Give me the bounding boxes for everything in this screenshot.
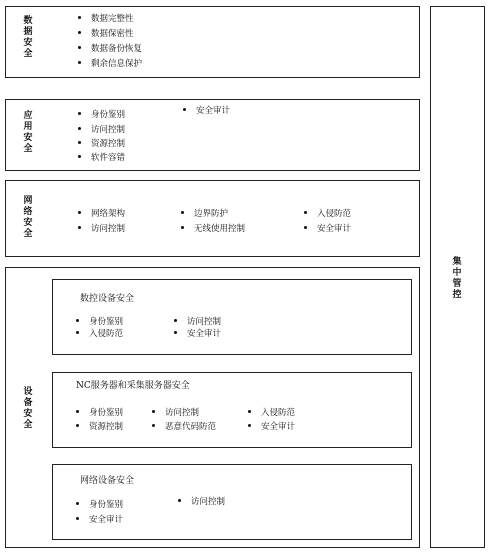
bullet-icon: [76, 502, 79, 505]
list-item: 安全审计: [76, 515, 123, 525]
data-security-label: 数 据 安 全: [23, 16, 33, 59]
bullet-icon: [78, 112, 81, 115]
bullet-icon: [248, 424, 251, 427]
bullet-icon: [174, 319, 177, 322]
network-security-label: 网 络 安 全: [23, 196, 33, 239]
bullet-icon: [76, 424, 79, 427]
bullet-icon: [78, 46, 81, 49]
list-item: 安全审计: [183, 106, 230, 116]
list-item: 入侵防范: [76, 329, 123, 339]
device-security-label: 设 备 安 全: [23, 387, 33, 430]
list-item: 访问控制: [174, 317, 221, 327]
bullet-icon: [78, 141, 81, 144]
bullet-icon: [183, 108, 186, 111]
list-item: 身份鉴别: [78, 110, 125, 120]
list-item: 访问控制: [78, 224, 125, 234]
bullet-icon: [76, 331, 79, 334]
bullet-icon: [78, 31, 81, 34]
data-security-box: [5, 6, 420, 78]
bullet-icon: [78, 211, 81, 214]
bullet-icon: [78, 127, 81, 130]
list-item: 入侵防范: [304, 209, 351, 219]
nc-server-security-title: NC服务器和采集服务器安全: [76, 381, 190, 391]
list-item: 访问控制: [178, 497, 225, 507]
bullet-icon: [78, 16, 81, 19]
bullet-icon: [304, 226, 307, 229]
list-item: 数据备份恢复: [78, 44, 142, 54]
bullet-icon: [152, 424, 155, 427]
list-item: 访问控制: [78, 125, 125, 135]
list-item: 资源控制: [76, 422, 123, 432]
bullet-icon: [152, 410, 155, 413]
nc-device-security-title: 数控设备安全: [80, 294, 135, 304]
list-item: 安全审计: [174, 329, 221, 339]
bullet-icon: [248, 410, 251, 413]
bullet-icon: [181, 226, 184, 229]
central-control-label: 集 中 管 控: [452, 257, 462, 300]
list-item: 身份鉴别: [76, 500, 123, 510]
bullet-icon: [78, 61, 81, 64]
bullet-icon: [76, 410, 79, 413]
list-item: 安全审计: [248, 422, 295, 432]
list-item: 数据完整性: [78, 14, 134, 24]
list-item: 网络架构: [78, 209, 125, 219]
list-item: 身份鉴别: [76, 408, 123, 418]
bullet-icon: [78, 226, 81, 229]
network-device-security-title: 网络设备安全: [80, 476, 135, 486]
list-item: 数据保密性: [78, 29, 134, 39]
list-item: 剩余信息保护: [78, 59, 142, 69]
list-item: 边界防护: [181, 209, 228, 219]
bullet-icon: [78, 155, 81, 158]
list-item: 安全审计: [304, 224, 351, 234]
bullet-icon: [174, 331, 177, 334]
bullet-icon: [178, 499, 181, 502]
app-security-label: 应 用 安 全: [23, 111, 33, 154]
list-item: 软件容错: [78, 153, 125, 163]
list-item: 无线使用控制: [181, 224, 245, 234]
list-item: 身份鉴别: [76, 317, 123, 327]
bullet-icon: [76, 319, 79, 322]
bullet-icon: [304, 211, 307, 214]
list-item: 恶意代码防范: [152, 422, 216, 432]
bullet-icon: [76, 517, 79, 520]
bullet-icon: [181, 211, 184, 214]
list-item: 访问控制: [152, 408, 199, 418]
list-item: 入侵防范: [248, 408, 295, 418]
list-item: 资源控制: [78, 139, 125, 149]
